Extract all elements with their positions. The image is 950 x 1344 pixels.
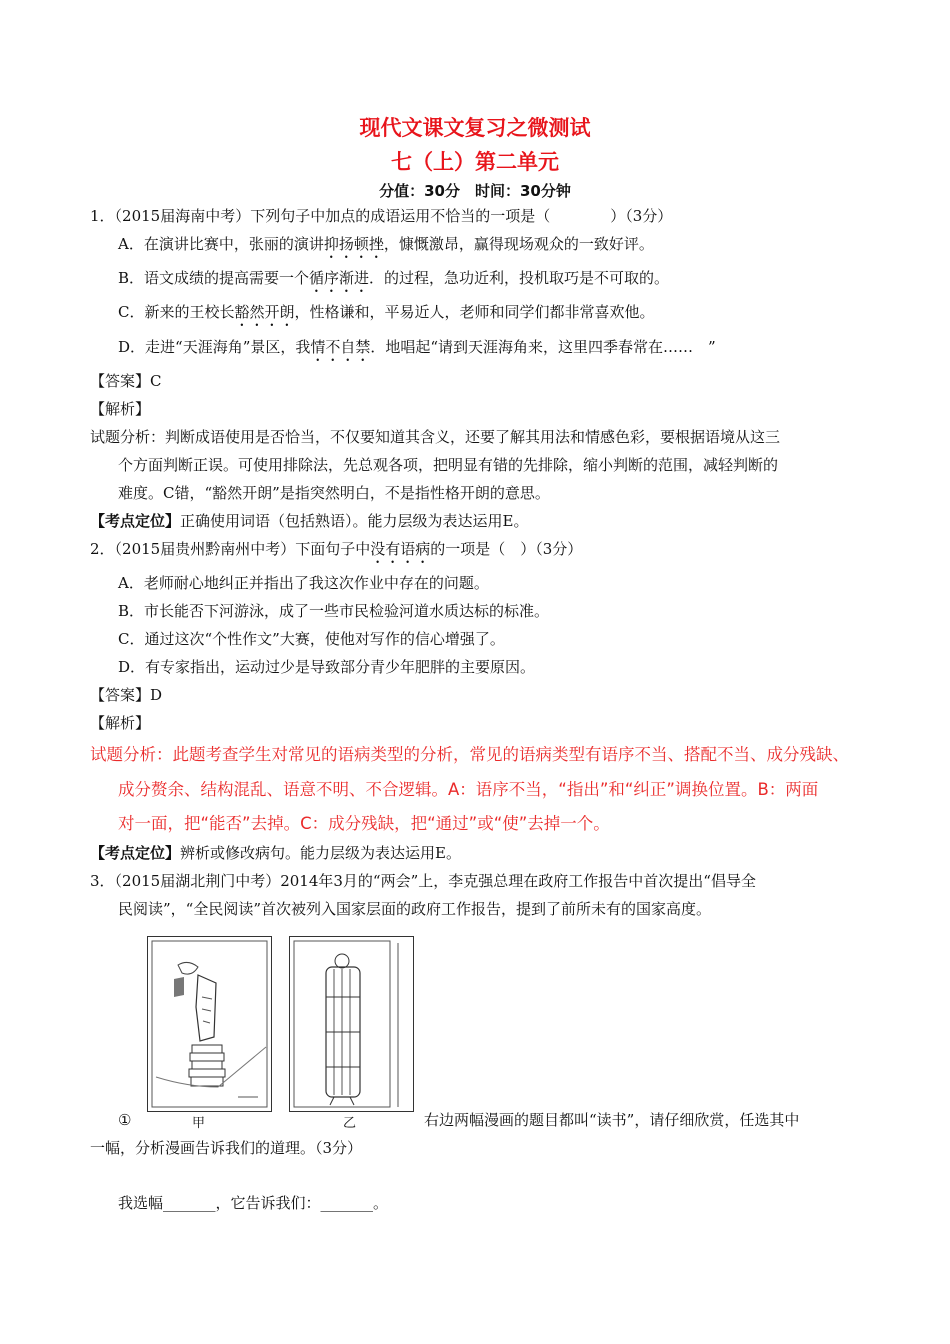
q2-option-b: B．市长能否下河游泳，成了一些市民检验河道水质达标的标准。 (118, 602, 550, 620)
q1-option-d: D．走进“天涯海角”景区，我情不自禁．地唱起“请到天涯海角来，这里四季春常在…… ” (118, 338, 716, 356)
q1-option-a: A．在演讲比赛中，张丽的演讲抑扬顿挫，慷慨激昂，赢得现场观众的一致好评。 (118, 235, 654, 253)
q3-stem-continued: 民阅读”，“全民阅读”首次被列入国家层面的政府工作报告，提到了前所未有的国家高度。 (118, 900, 712, 918)
dotted-idiom: 循序渐进 (309, 269, 370, 287)
q3-subquestion-text-continued: 一幅，分析漫画告诉我们的道理。（3分） (90, 1139, 363, 1157)
comic-jia-image (147, 936, 272, 1112)
dotted-idiom: 抑扬顿挫 (323, 235, 384, 253)
comic-jia-caption: 甲 (192, 1116, 206, 1131)
q2-knowledge-point: 【考点定位】辨析或修改病句。能力层级为表达运用E。 (90, 844, 461, 862)
q1-analysis-line: 个方面判断正误。可使用排除法，先总观各项，把明显有错的先排除，缩小判断的范围，减轻判断的 (118, 456, 779, 474)
dotted-idiom: 豁然开朗 (234, 303, 295, 321)
q2-analysis-line: 成分赘余、结构混乱、语意不明、不合逻辑。A：语序不当，“指出”和“纠正”调换位置。B：两面 (118, 780, 819, 799)
comic-yi-caption: 乙 (343, 1116, 357, 1131)
page-subtitle: 七（上）第二单元 (391, 150, 559, 174)
q2-stem: 2．（2015届贵州黔南州中考）下面句子中没有语病的一项是（ ）（3分） (90, 540, 583, 558)
q3-subquestion-text: 右边两幅漫画的题目都叫“读书”，请仔细欣赏，任选其中 (424, 1111, 800, 1129)
reading-cartoon-illustration (290, 937, 413, 1111)
q3-stem: 3．（2015届湖北荆门中考）2014年3月的“两会”上，李克强总理在政府工作报告中首次提出“倡导全 (90, 872, 756, 890)
q1-option-b: B．语文成绩的提高需要一个循序渐进．的过程，急功近利，投机取巧是不可取的。 (118, 269, 670, 287)
q1-analysis-line: 难度。C错，“豁然开朗”是指突然明白，不是指性格开朗的意思。 (118, 484, 550, 502)
score-time-info: 分值：30分 时间：30分钟 (379, 182, 571, 200)
q1-answer: 【答案】C (90, 372, 162, 390)
q2-answer: 【答案】D (90, 686, 163, 704)
q3-subquestion-number: ① (118, 1111, 132, 1129)
q2-option-c: C．通过这次“个性作文”大赛，使他对写作的信心增强了。 (118, 630, 505, 648)
comic-yi-image (289, 936, 414, 1112)
q1-stem: 1．（2015届海南中考）下列句子中加点的成语运用不恰当的一项是（ ）（3分） (90, 207, 673, 225)
q1-analysis-line: 试题分析：判断成语使用是否恰当，不仅要知道其含义，还要了解其用法和情感色彩，要根据语境从这三 (90, 428, 781, 446)
reading-cartoon-illustration (148, 937, 271, 1111)
q3-answer-fill-line: 我选幅_______，它告诉我们：_______。 (118, 1194, 389, 1212)
q2-option-d: D．有专家指出，运动过少是导致部分青少年肥胖的主要原因。 (118, 658, 536, 676)
q2-analysis-line: 对一面，把“能否”去掉。C：成分残缺，把“通过”或“使”去掉一个。 (118, 814, 610, 833)
q1-option-c: C．新来的王校长豁然开朗，性格谦和，平易近人，老师和同学们都非常喜欢他。 (118, 303, 655, 321)
q2-analysis-label: 【解析】 (90, 714, 151, 732)
dotted-phrase: 没有语病 (370, 540, 431, 558)
dotted-idiom: 情不自禁 (310, 338, 371, 356)
q2-analysis-line: 试题分析：此题考查学生对常见的语病类型的分析，常见的语病类型有语序不当、搭配不当、成分残缺、 (90, 745, 849, 764)
q1-analysis-label: 【解析】 (90, 400, 151, 418)
q2-option-a: A．老师耐心地纠正并指出了我这次作业中存在的问题。 (118, 574, 489, 592)
q1-knowledge-point: 【考点定位】正确使用词语（包括熟语）。能力层级为表达运用E。 (90, 512, 529, 530)
page-title: 现代文课文复习之微测试 (359, 116, 591, 140)
